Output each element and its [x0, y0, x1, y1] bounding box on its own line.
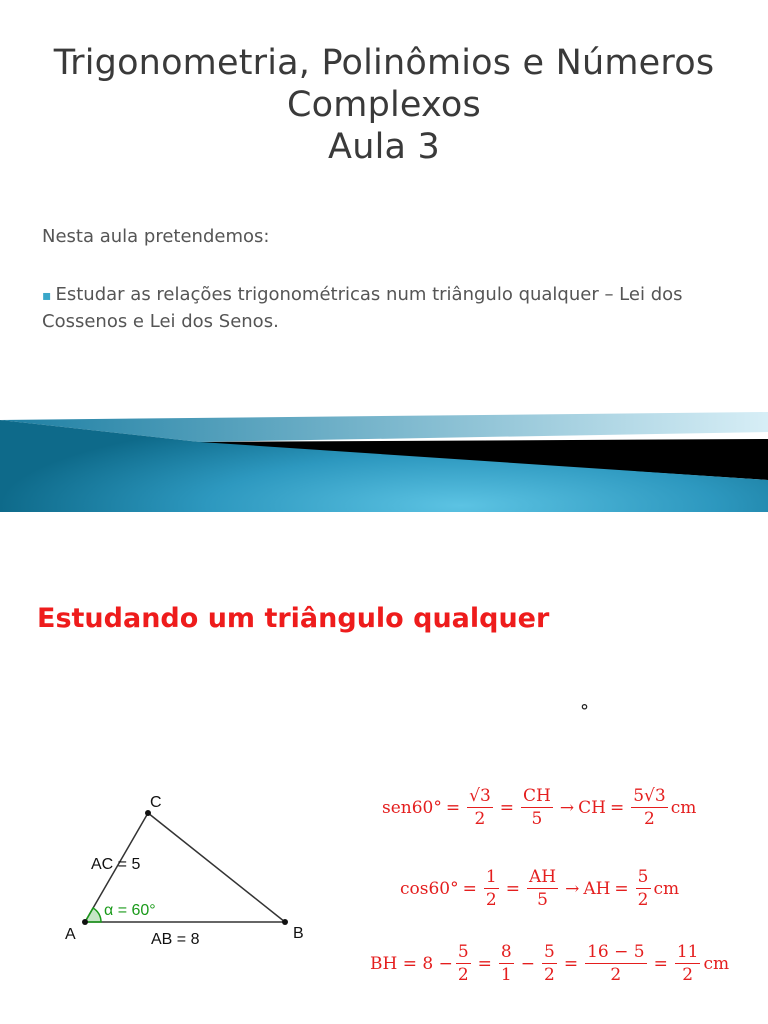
- eq2-equals-2: =: [505, 879, 520, 899]
- eq1-equals: =: [445, 798, 461, 818]
- eq3-frac-5-den: 2: [682, 965, 694, 985]
- eq1-frac-1-den: 2: [474, 809, 486, 829]
- eq2-frac-3: [636, 869, 651, 909]
- eq1-frac-1-num: √3: [469, 786, 491, 806]
- eq2-lhs: cos60°: [400, 879, 459, 899]
- side-ac-label: AC = 5: [91, 856, 141, 873]
- eq3-equals: =: [477, 954, 492, 974]
- title-line-1: Trigonometria, Polinômios e Números: [53, 43, 715, 83]
- eq3-frac-4: [585, 944, 647, 984]
- equation-sen60: [382, 788, 696, 828]
- slide-title: [0, 42, 768, 168]
- vertex-b-label: B: [293, 925, 304, 942]
- eq1-frac-3: [631, 788, 667, 828]
- angle-label: α = 60°: [104, 902, 156, 919]
- eq3-frac-5-num: 11: [676, 942, 699, 962]
- eq2-frac-1: [484, 869, 499, 909]
- vertex-c-label: C: [150, 794, 162, 811]
- eq3-equals-2: =: [563, 954, 579, 974]
- eq1-frac-2: [521, 788, 553, 828]
- eq3-frac-4-num: 16 − 5: [587, 942, 645, 962]
- bullet-item: [42, 282, 742, 335]
- eq3-frac-2-den: 1: [500, 965, 512, 985]
- eq1-frac-3-den: 2: [644, 809, 655, 829]
- eq1-equals-3: =: [609, 798, 625, 818]
- eq2-frac-2-num: AH: [528, 867, 557, 887]
- vertex-b-point: [282, 919, 288, 925]
- title-line-3: Aula 3: [328, 127, 440, 167]
- eq2-ah: AH: [583, 879, 611, 899]
- eq3-frac-2-num: 8: [500, 942, 512, 962]
- eq1-lhs: sen60°: [382, 798, 442, 818]
- eq2-frac-1-num: 1: [485, 867, 497, 887]
- eq3-frac-4-den: 2: [610, 965, 622, 985]
- intro-text: Nesta aula pretendemos:: [42, 226, 270, 247]
- eq2-equals-3: =: [614, 879, 629, 899]
- angle-arc: [85, 908, 101, 922]
- equation-cos60: [400, 869, 679, 909]
- bullet-item-text: Estudar as relações trigonométricas num triângulo qualquer – Lei dos Cossenos e Lei dos Senos.: [42, 284, 683, 332]
- eq1-frac-1: [467, 788, 493, 828]
- eq2-frac-3-den: 2: [637, 890, 649, 910]
- eq1-equals-2: =: [499, 798, 515, 818]
- eq3-frac-3-den: 2: [544, 965, 555, 985]
- eq1-frac-2-num: CH: [523, 786, 551, 806]
- eq3-frac-3-num: 5: [544, 942, 555, 962]
- title-line-2: Complexos: [287, 85, 481, 125]
- slide-2: [0, 576, 768, 1024]
- eq2-unit: cm: [653, 879, 680, 899]
- eq3-minus: −: [520, 954, 535, 974]
- eq2-frac-1-den: 2: [485, 890, 497, 910]
- side-ab-label: AB = 8: [151, 931, 200, 948]
- eq1-ch: CH: [578, 798, 606, 818]
- eq3-lhs: BH = 8 −: [370, 954, 453, 974]
- eq1-frac-3-num: 5√3: [633, 786, 666, 806]
- eq3-frac-1-den: 2: [457, 965, 469, 985]
- side-bc: [148, 813, 285, 922]
- eq1-arrow: →: [559, 798, 575, 818]
- stray-degree-mark: °: [580, 701, 589, 722]
- eq2-frac-2-den: 5: [537, 890, 548, 910]
- eq1-frac-2-den: 5: [531, 809, 543, 829]
- eq3-frac-3: [542, 944, 557, 984]
- equation-bh: [370, 944, 729, 984]
- vertex-a-label: A: [65, 926, 76, 943]
- decorative-band: [0, 384, 768, 512]
- eq2-arrow: →: [565, 879, 580, 899]
- eq3-frac-5: [675, 944, 701, 984]
- eq2-frac-2: [527, 869, 558, 909]
- eq3-equals-3: =: [653, 954, 668, 974]
- eq2-equals: =: [462, 879, 477, 899]
- eq1-unit: cm: [670, 798, 697, 818]
- vertex-a-point: [82, 919, 88, 925]
- eq3-unit: cm: [703, 954, 730, 974]
- eq3-frac-1-num: 5: [457, 942, 469, 962]
- slide-2-title: Estudando um triângulo qualquer: [37, 603, 550, 634]
- bullet-icon: ▪: [42, 288, 52, 304]
- eq3-frac-1: [456, 944, 471, 984]
- eq3-frac-2: [499, 944, 514, 984]
- eq2-frac-3-num: 5: [637, 867, 649, 887]
- triangle-figure: [0, 776, 340, 956]
